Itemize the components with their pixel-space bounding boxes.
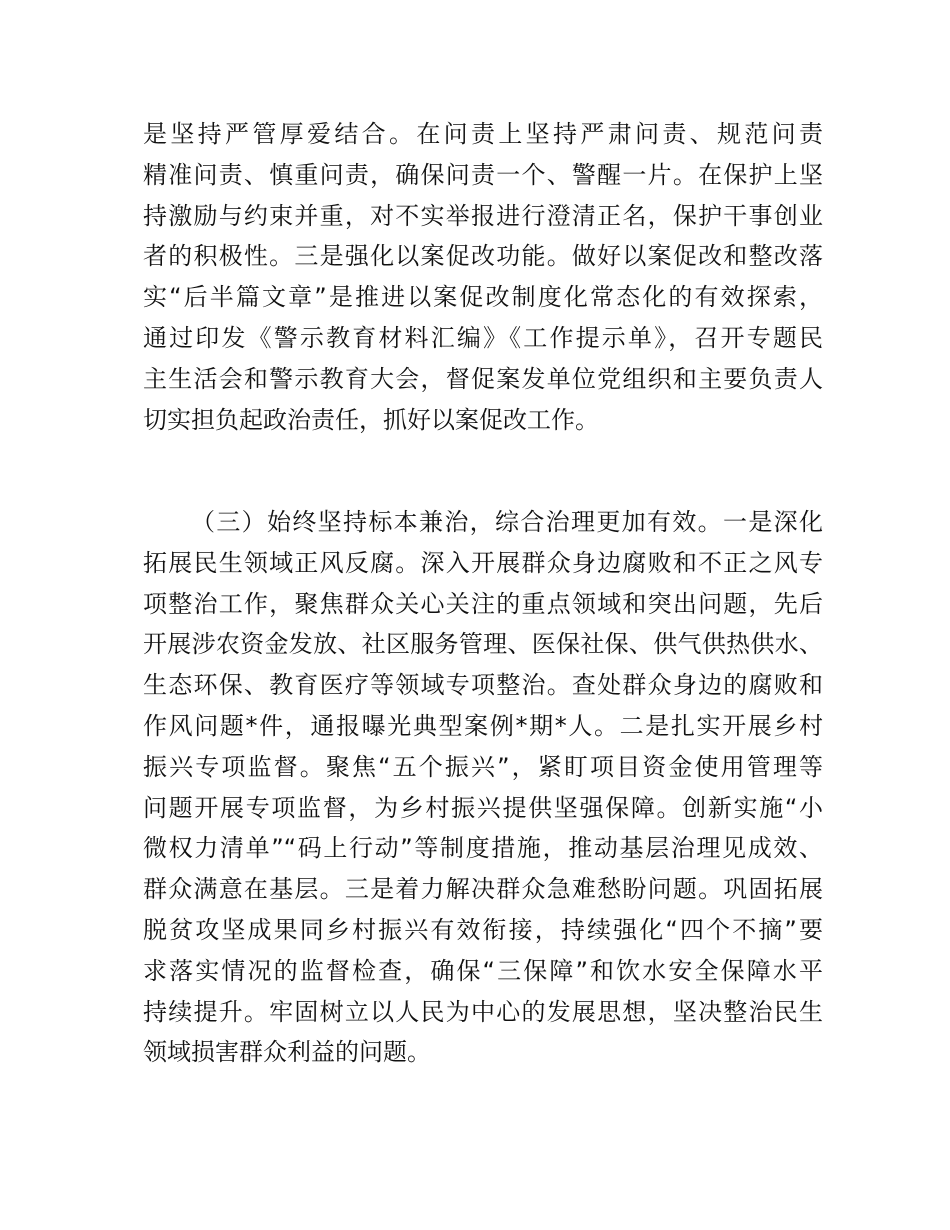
text-line: 脱贫攻坚成果同乡村振兴有效衔接，持续强化“四个不摘”要 [143, 915, 823, 944]
text-line: 项整治工作，聚焦群众关心关注的重点领域和突出问题，先后 [143, 589, 823, 618]
text-line: 是坚持严管厚爱结合。在问责上坚持严肃问责、规范问责 [143, 120, 823, 148]
text-line: 通过印发《警示教育材料汇编》《工作提示单》，召开专题民 [143, 323, 823, 352]
text-line: 精准问责、慎重问责，确保问责一个、警醒一片。在保护上坚 [143, 160, 823, 189]
text-line: 振兴专项监督。聚焦“五个振兴”，紧盯项目资金使用管理等 [143, 752, 823, 781]
text-line: 持续提升。牢固树立以人民为中心的发展思想，坚决整治民生 [143, 997, 823, 1026]
text-line: 持激励与约束并重，对不实举报进行澄清正名，保护干事创业 [143, 201, 823, 230]
text-line: 微权力清单”“码上行动”等制度措施，推动基层治理见成效、 [143, 834, 823, 863]
text-line: 作风问题*件，通报曝光典型案例*期*人。二是扎实开展乡村 [143, 711, 823, 740]
text-line: 拓展民生领域正风反腐。深入开展群众身边腐败和不正之风专 [143, 548, 823, 577]
text-line: 实“后半篇文章”是推进以案促改制度化常态化的有效探索， [143, 283, 823, 312]
text-line: 者的积极性。三是强化以案促改功能。做好以案促改和整改落 [143, 242, 823, 271]
paragraph-2 [143, 502, 823, 1073]
paragraph-1 [143, 114, 823, 440]
text-line: 群众满意在基层。三是着力解决群众急难愁盼问题。巩固拓展 [143, 875, 823, 904]
text-line: 生态环保、教育医疗等领域专项整治。查处群众身边的腐败和 [143, 671, 823, 700]
text-line: 领域损害群众利益的问题。 [143, 1038, 431, 1067]
text-line: 主生活会和警示教育大会，督促案发单位党组织和主要负责人 [143, 364, 823, 393]
text-line: 问题开展专项监督，为乡村振兴提供坚强保障。创新实施“小 [143, 793, 823, 822]
text-line: 切实担负起政治责任，抓好以案促改工作。 [143, 405, 599, 434]
text-line: 开展涉农资金发放、社区服务管理、医保社保、供气供热供水、 [143, 630, 823, 659]
text-line: （三）始终坚持标本兼治，综合治理更加有效。一是深化 [191, 508, 823, 536]
text-line: 求落实情况的监督检查，确保“三保障”和饮水安全保障水平 [143, 956, 823, 985]
